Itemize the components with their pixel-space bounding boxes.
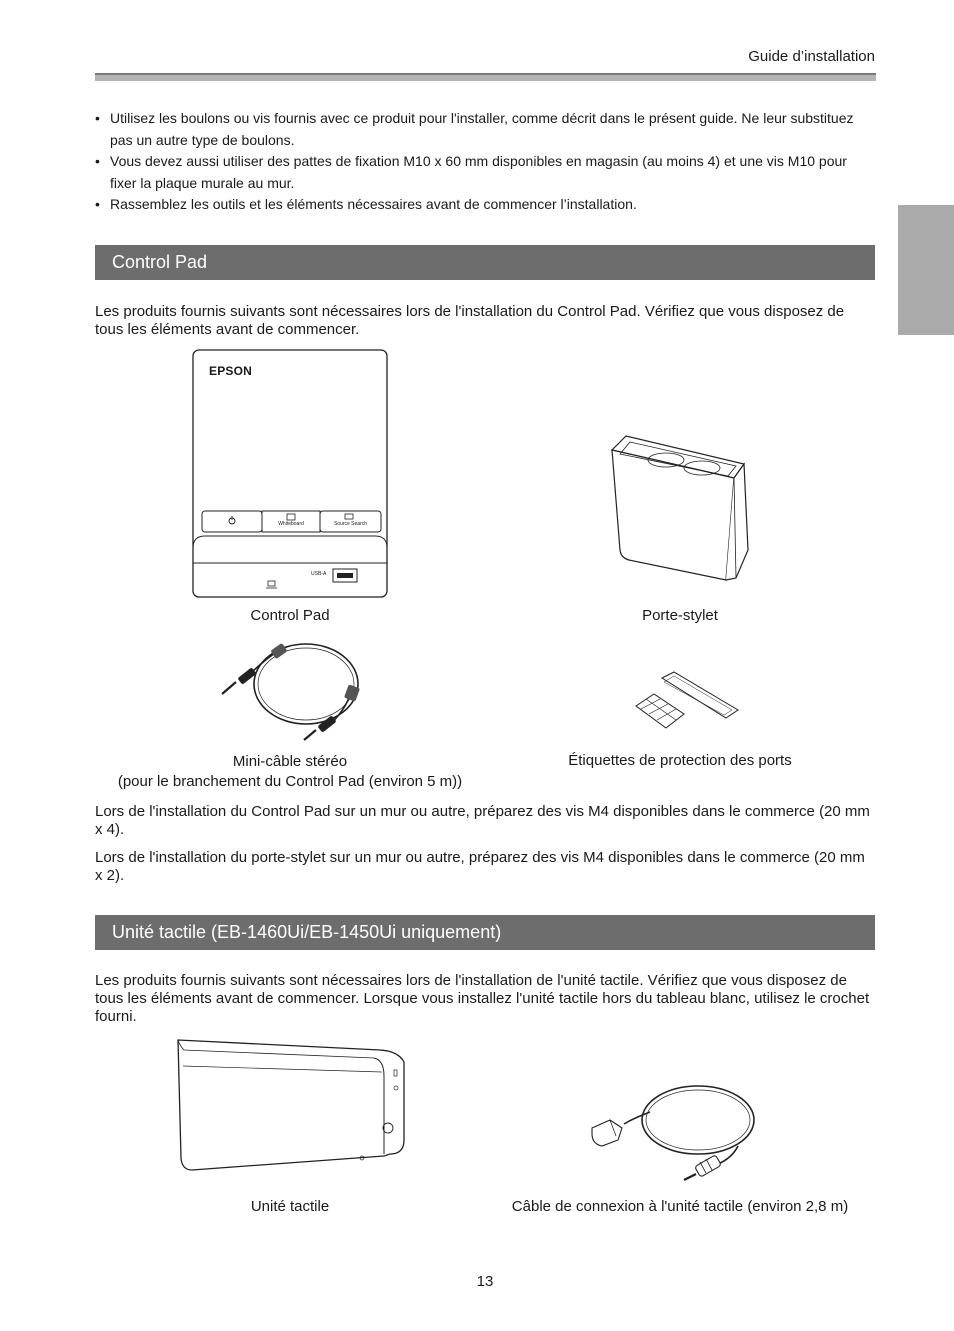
usb-port-label: USB-A [311, 571, 327, 577]
source-search-button-label: Source Search [333, 521, 368, 527]
control-pad-illustration [190, 348, 390, 600]
bullet-icon: • [95, 110, 100, 126]
section2-intro: Les produits fournis suivants sont nécessaires lors de l'installation de l'unité tactile. Vérifiez que vous disposez de tous les éléments avant de commencer. Lorsque vous installez l'unité tactile hors du tableau blanc, utilisez le crochet fourni. [95, 972, 870, 1025]
touch-unit-illustration [174, 1036, 409, 1174]
section-heading-touch-unit: Unité tactile (EB-1460Ui/EB-1450Ui uniquement) [95, 915, 875, 950]
mini-stereo-cable-illustration [218, 636, 363, 744]
pen-holder-illustration [606, 432, 751, 584]
caption-mini-stereo-cable: Mini-câble stéréo (pour le branchement du Control Pad (environ 5 m)) [117, 753, 463, 790]
caption-touch-unit: Unité tactile [250, 1198, 330, 1215]
precautions-list [95, 108, 870, 216]
section-heading-control-pad: Control Pad [95, 245, 875, 280]
port-protection-labels-illustration [632, 670, 742, 732]
note-control-pad-screws: Lors de l'installation du Control Pad sur un mur ou autre, préparez des vis M4 disponibles dans le commerce (20 mm x 4). [95, 803, 870, 838]
bullet-icon: • [95, 196, 100, 212]
note-pen-holder-screws: Lors de l'installation du porte-stylet sur un mur ou autre, préparez des vis M4 disponibles dans le commerce (20 mm x 2). [95, 849, 865, 884]
caption-control-pad: Control Pad [250, 607, 330, 624]
list-item: • Utilisez les boulons ou vis fournis avec ce produit pour l'installer, comme décrit dans le présent guide. Ne leur substituez pas un autre type de boulons. [95, 110, 854, 148]
header-rule [95, 73, 876, 81]
whiteboard-button-label: Whiteboard [278, 521, 304, 527]
page-number: 13 [476, 1273, 494, 1290]
running-header: Guide d’installation [748, 48, 875, 65]
bullet-icon: • [95, 153, 100, 169]
section1-intro: Les produits fournis suivants sont nécessaires lors de l'installation du Control Pad. Vérifiez que vous disposez de tous les éléments avant de commencer. [95, 303, 845, 338]
caption-port-labels: Étiquettes de protection des ports [568, 752, 792, 769]
caption-connection-cable: Câble de connexion à l'unité tactile (environ 2,8 m) [511, 1198, 849, 1215]
list-item: • Vous devez aussi utiliser des pattes de fixation M10 x 60 mm disponibles en magasin (au moins 4) et une vis M10 pour fixer la plaque murale au mur. [95, 153, 847, 191]
epson-logo: EPSON [209, 364, 253, 378]
caption-pen-holder: Porte-stylet [642, 607, 718, 624]
connection-cable-illustration [588, 1076, 760, 1182]
list-item: • Rassemblez les outils et les éléments nécessaires avant de commencer l’installation. [95, 194, 870, 216]
side-tab [898, 205, 954, 335]
